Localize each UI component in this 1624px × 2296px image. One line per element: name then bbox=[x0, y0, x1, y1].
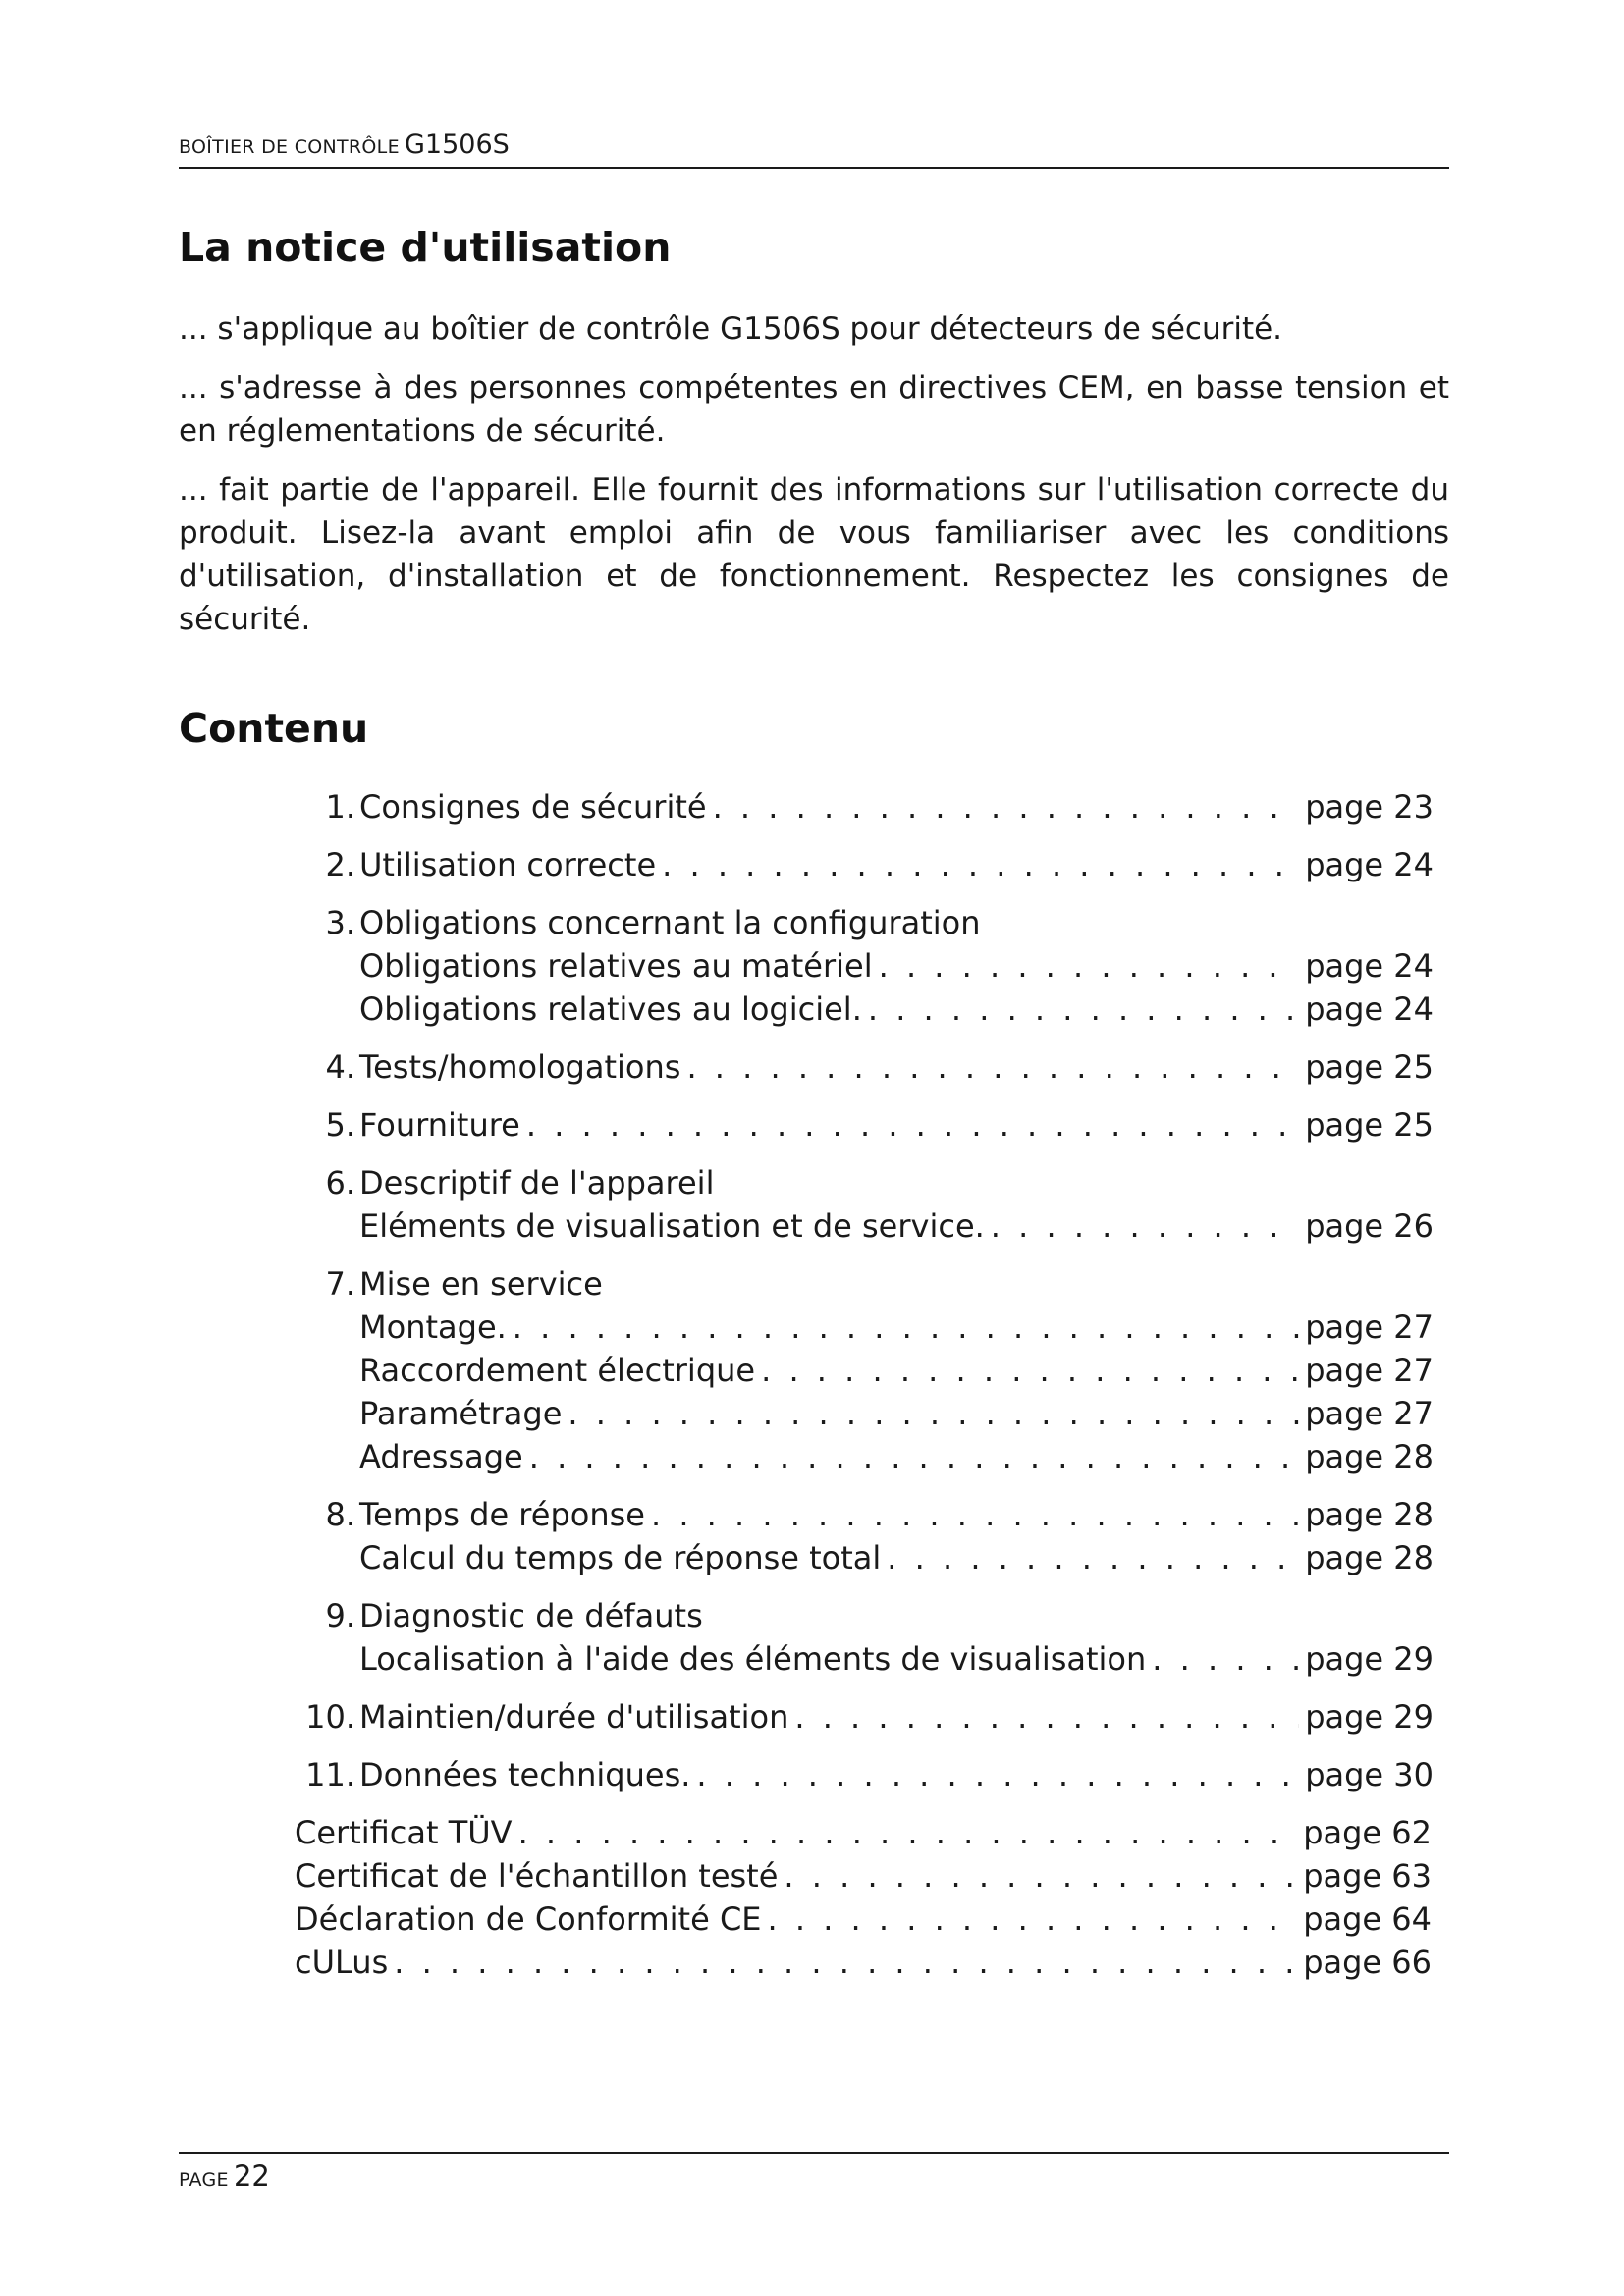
toc-group bbox=[295, 1045, 1434, 1089]
toc-leader-dots bbox=[794, 1695, 1299, 1738]
toc-entry-page: page 25 bbox=[1305, 1048, 1434, 1086]
toc-leader-dots bbox=[879, 944, 1300, 988]
toc-subentry-label: Obligations relatives au matériel bbox=[359, 947, 873, 985]
toc-leader-dots bbox=[568, 1392, 1299, 1435]
toc-entry-label: Utilisation correcte bbox=[359, 846, 657, 883]
toc-annexes bbox=[293, 1811, 1432, 1984]
toc-entry-page: page 30 bbox=[1305, 1756, 1434, 1793]
toc-subentry-label: Obligations relatives au logiciel. bbox=[359, 990, 862, 1028]
toc-subentry[interactable] bbox=[295, 988, 1434, 1031]
toc-entry[interactable] bbox=[295, 843, 1434, 886]
toc-leader-dots bbox=[518, 1811, 1298, 1854]
toc-subentry-label: Eléments de visualisation et de service. bbox=[359, 1207, 985, 1245]
toc-leader-dots bbox=[1152, 1637, 1299, 1681]
toc-subentry-page: page 28 bbox=[1305, 1539, 1434, 1576]
toc-entry-number: 11. bbox=[305, 1756, 355, 1793]
toc-entry-label: Maintien/durée d'utilisation bbox=[359, 1698, 789, 1735]
toc-entry-number: 10. bbox=[305, 1698, 355, 1735]
toc-group bbox=[295, 1695, 1434, 1738]
toc-entry[interactable] bbox=[295, 1045, 1434, 1089]
toc-annex-entry[interactable] bbox=[293, 1854, 1432, 1897]
toc-group bbox=[295, 1103, 1434, 1147]
toc-subentry-page: page 24 bbox=[1305, 947, 1434, 985]
toc-entry-label: Temps de réponse bbox=[359, 1496, 645, 1533]
toc-entry[interactable] bbox=[295, 901, 1434, 944]
toc-leader-dots bbox=[761, 1349, 1299, 1392]
toc-entry-number: 5. bbox=[325, 1106, 355, 1144]
toc-subentry[interactable] bbox=[295, 1349, 1434, 1392]
toc-subentry-page: page 27 bbox=[1305, 1395, 1434, 1432]
toc-leader-dots bbox=[991, 1204, 1299, 1248]
running-header bbox=[179, 130, 1449, 169]
toc-group bbox=[295, 843, 1434, 886]
toc-subentry-page: page 26 bbox=[1305, 1207, 1434, 1245]
toc-entry[interactable] bbox=[295, 1262, 1434, 1306]
toc-group bbox=[295, 1493, 1434, 1579]
toc-group bbox=[295, 1161, 1434, 1248]
toc-annex-entry[interactable] bbox=[293, 1941, 1432, 1984]
toc-entry-label: Fourniture bbox=[359, 1106, 520, 1144]
toc-subentry[interactable] bbox=[295, 1637, 1434, 1681]
toc-subentry-label: Montage. bbox=[359, 1308, 507, 1346]
toc-leader-dots bbox=[394, 1941, 1297, 1984]
toc-subentry-page: page 27 bbox=[1305, 1352, 1434, 1389]
toc-entry[interactable] bbox=[295, 1753, 1434, 1796]
toc-annex-entry[interactable] bbox=[293, 1897, 1432, 1941]
toc-leader-dots bbox=[887, 1536, 1299, 1579]
toc-leader-dots bbox=[651, 1493, 1299, 1536]
toc-subentry-label: Localisation à l'aide des éléments de visualisation bbox=[359, 1640, 1147, 1678]
toc-entry-label: Obligations concernant la configuration bbox=[359, 904, 981, 941]
toc-annex-label: Déclaration de Conformité CE bbox=[295, 1900, 762, 1938]
toc-leader-dots bbox=[868, 988, 1299, 1031]
toc-group bbox=[295, 1262, 1434, 1478]
toc-entry[interactable] bbox=[295, 1493, 1434, 1536]
toc-entry-label: Mise en service bbox=[359, 1265, 603, 1303]
header-model: G1506S bbox=[404, 130, 510, 160]
toc-entry[interactable] bbox=[295, 1103, 1434, 1147]
toc-annex-page: page 63 bbox=[1303, 1857, 1432, 1895]
toc-subentry[interactable] bbox=[295, 1306, 1434, 1349]
toc-group bbox=[295, 785, 1434, 828]
toc-group bbox=[295, 901, 1434, 1031]
toc-entry-number: 3. bbox=[325, 904, 355, 941]
toc-subentry-page: page 24 bbox=[1305, 990, 1434, 1028]
intro-paragraph: ... fait partie de l'appareil. Elle fournit des informations sur l'utilisation correcte du produit. Lisez-la avant emploi afin de vous familiariser avec les conditions d'utilisation, d'installation et de fonctionnement. Respectez les consignes de sécurité. bbox=[179, 472, 1449, 637]
toc-leader-dots bbox=[529, 1435, 1299, 1478]
toc-leader-dots bbox=[713, 785, 1300, 828]
toc-entry-number: 4. bbox=[325, 1048, 355, 1086]
toc-subentry-page: page 28 bbox=[1305, 1438, 1434, 1475]
toc-annex-label: Certificat de l'échantillon testé bbox=[295, 1857, 779, 1895]
notice-title: La notice d'utilisation bbox=[179, 224, 672, 271]
header-prefix: BOÎTIER DE CONTRÔLE bbox=[179, 136, 400, 158]
toc-leader-dots bbox=[686, 1045, 1299, 1089]
toc-entry-number: 1. bbox=[325, 788, 355, 826]
toc-annex-entry[interactable] bbox=[293, 1811, 1432, 1854]
toc-subentry-label: Paramétrage bbox=[359, 1395, 563, 1432]
toc-entry[interactable] bbox=[295, 785, 1434, 828]
toc-group bbox=[295, 1594, 1434, 1681]
toc-annex-label: Certificat TÜV bbox=[295, 1814, 513, 1851]
toc-annex-page: page 62 bbox=[1303, 1814, 1432, 1851]
toc-entry[interactable] bbox=[295, 1695, 1434, 1738]
toc-subentry-page: page 27 bbox=[1305, 1308, 1434, 1346]
toc-subentry[interactable] bbox=[295, 1536, 1434, 1579]
toc-leader-dots bbox=[784, 1854, 1297, 1897]
toc-subentry[interactable] bbox=[295, 1392, 1434, 1435]
toc-annex-page: page 64 bbox=[1303, 1900, 1432, 1938]
notice-intro bbox=[179, 307, 1449, 657]
footer-prefix: PAGE bbox=[179, 2169, 229, 2191]
toc-entry[interactable] bbox=[295, 1594, 1434, 1637]
toc-entry-page: page 24 bbox=[1305, 846, 1434, 883]
toc-subentry-page: page 29 bbox=[1305, 1640, 1434, 1678]
toc-subentry[interactable] bbox=[295, 1435, 1434, 1478]
page-number: 22 bbox=[233, 2160, 270, 2193]
toc-entry-number: 8. bbox=[325, 1496, 355, 1533]
toc-subentry-label: Adressage bbox=[359, 1438, 523, 1475]
toc-leader-dots bbox=[662, 843, 1299, 886]
intro-paragraph: ... s'adresse à des personnes compétentes en directives CEM, en basse tension et en réglementations de sécurité. bbox=[179, 370, 1449, 449]
toc-leader-dots bbox=[768, 1897, 1298, 1941]
toc-subentry[interactable] bbox=[295, 944, 1434, 988]
toc-entry-label: Diagnostic de défauts bbox=[359, 1597, 703, 1634]
toc-annex-label: cULus bbox=[295, 1944, 389, 1981]
toc-leader-dots bbox=[513, 1306, 1299, 1349]
toc-entry-number: 9. bbox=[325, 1597, 355, 1634]
toc-annex-page: page 66 bbox=[1303, 1944, 1432, 1981]
running-footer bbox=[179, 2152, 1449, 2193]
intro-paragraph: ... s'applique au boîtier de contrôle G1506S pour détecteurs de sécurité. bbox=[179, 311, 1283, 347]
toc-entry-page: page 23 bbox=[1305, 788, 1434, 826]
toc-entry-number: 6. bbox=[325, 1164, 355, 1201]
toc-entry-label: Descriptif de l'appareil bbox=[359, 1164, 715, 1201]
toc-subentry[interactable] bbox=[295, 1204, 1434, 1248]
table-of-contents bbox=[295, 785, 1434, 1984]
toc-entry-number: 2. bbox=[325, 846, 355, 883]
toc-leader-dots bbox=[526, 1103, 1299, 1147]
toc-group bbox=[295, 1753, 1434, 1796]
contents-title: Contenu bbox=[179, 705, 369, 752]
toc-entry-label: Tests/homologations bbox=[359, 1048, 681, 1086]
toc-entry-label: Données techniques. bbox=[359, 1756, 691, 1793]
toc-entry-page: page 29 bbox=[1305, 1698, 1434, 1735]
toc-subentry-label: Raccordement électrique bbox=[359, 1352, 756, 1389]
toc-entry-page: page 28 bbox=[1305, 1496, 1434, 1533]
toc-leader-dots bbox=[696, 1753, 1299, 1796]
toc-entry-page: page 25 bbox=[1305, 1106, 1434, 1144]
toc-entry-number: 7. bbox=[325, 1265, 355, 1303]
toc-entry-label: Consignes de sécurité bbox=[359, 788, 707, 826]
toc-entry[interactable] bbox=[295, 1161, 1434, 1204]
toc-subentry-label: Calcul du temps de réponse total bbox=[359, 1539, 882, 1576]
